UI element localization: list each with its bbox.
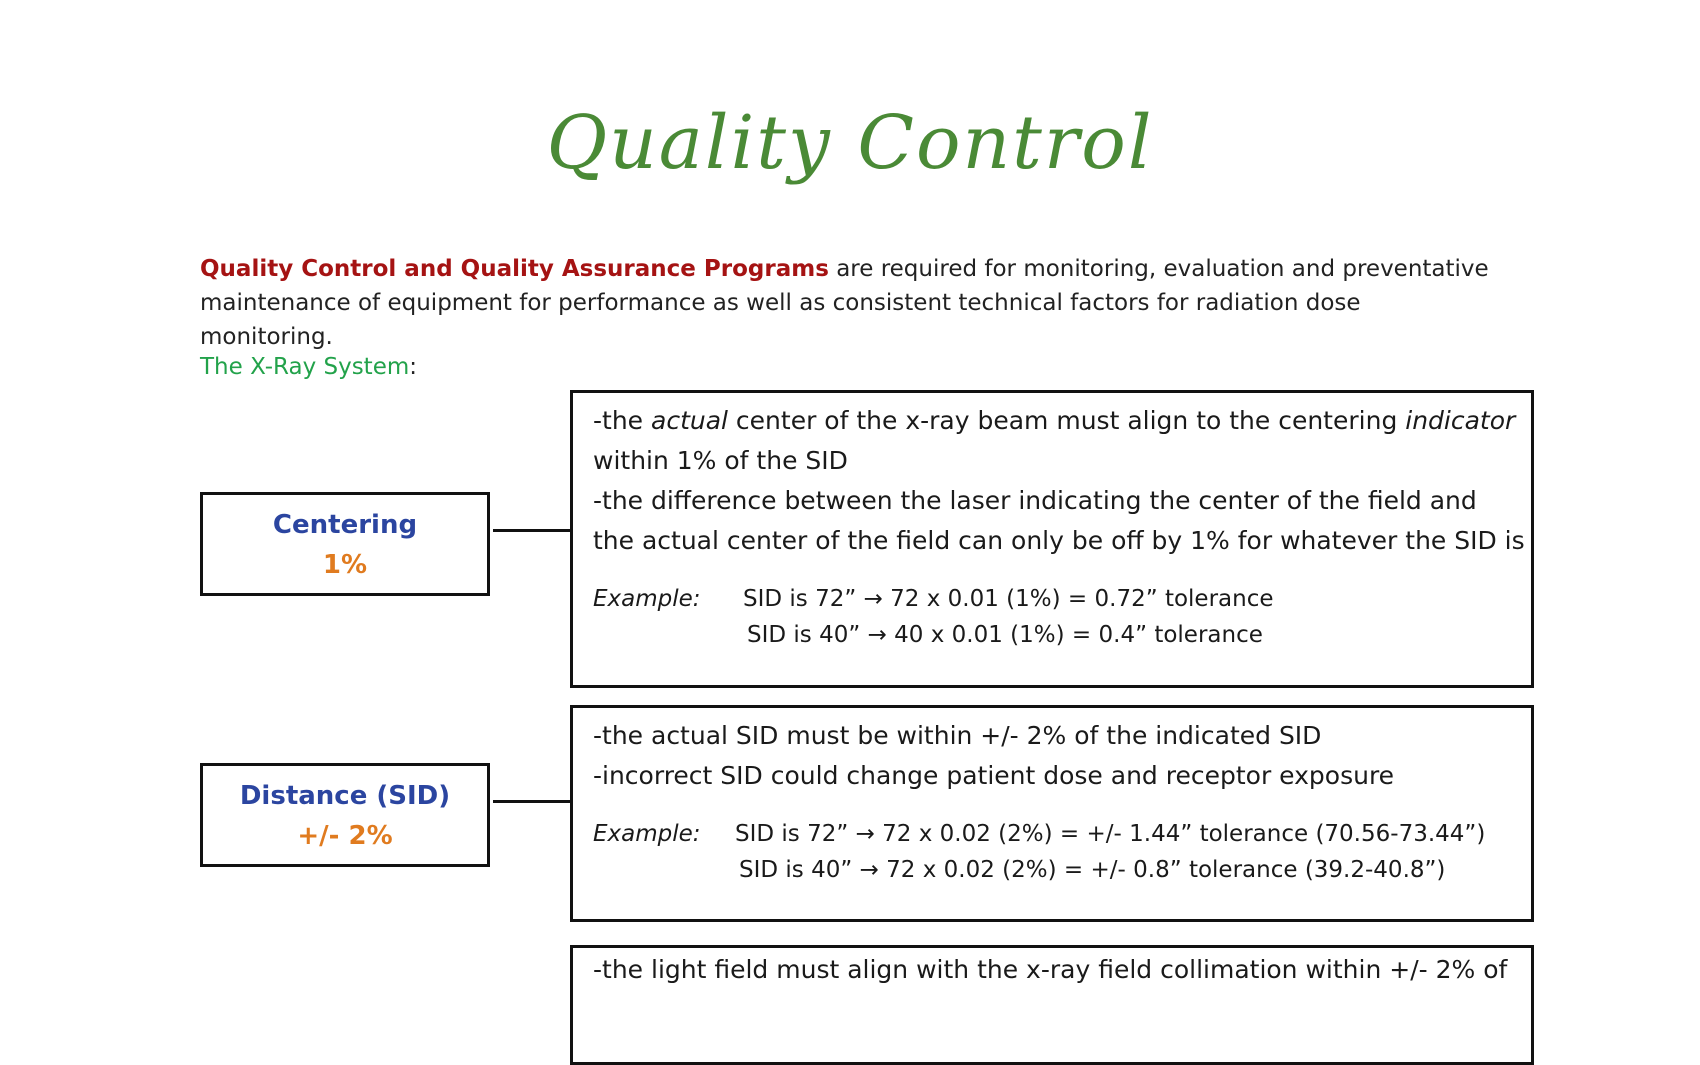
- distance-value: +/- 2%: [297, 821, 393, 851]
- centering-line-1a: -the: [593, 406, 651, 435]
- distance-connector: [493, 800, 570, 803]
- intro-paragraph: [200, 252, 1500, 354]
- intro-text-1: are required for monitoring, evaluation and preventative: [828, 256, 1489, 282]
- distance-line-1: -the actual SID must be within +/- 2% of the indicated SID: [593, 721, 1322, 750]
- section-heading: [200, 354, 417, 380]
- distance-example: [593, 816, 1511, 888]
- centering-example-1: SID is 72” → 72 x 0.01 (1%) = 0.72” tolerance: [743, 586, 1274, 612]
- distance-line-2: -incorrect SID could change patient dose and receptor exposure: [593, 761, 1395, 790]
- centering-line-1b: center of the x-ray beam must align to the centering: [727, 406, 1406, 435]
- centering-label-box: [200, 492, 490, 596]
- centering-line-1-italic-indicator: indicator: [1405, 406, 1516, 435]
- light-field-detail-box: [570, 945, 1534, 1065]
- centering-example-label: Example:: [593, 586, 701, 612]
- centering-example: [593, 581, 1511, 653]
- distance-detail-box: [570, 705, 1534, 922]
- light-field-line-1: -the light field must align with the x-ray field collimation within +/- 2% of: [593, 955, 1508, 984]
- centering-line-2: within 1% of the SID: [593, 446, 848, 475]
- distance-name: Distance (SID): [239, 781, 451, 811]
- centering-name: Centering: [272, 510, 418, 540]
- page-title: Quality Control: [546, 100, 1154, 186]
- distance-example-2: SID is 40” → 72 x 0.02 (2%) = +/- 0.8” tolerance (39.2-40.8”): [739, 857, 1446, 883]
- distance-example-label: Example:: [593, 821, 701, 847]
- section-label: The X-Ray System: [200, 354, 410, 380]
- centering-value: 1%: [322, 550, 368, 580]
- intro-highlight: Quality Control and Quality Assurance Programs: [200, 256, 829, 282]
- centering-example-2: SID is 40” → 40 x 0.01 (1%) = 0.4” tolerance: [747, 622, 1263, 648]
- centering-line-1-italic-actual: actual: [651, 406, 728, 435]
- centering-detail-box: [570, 390, 1534, 688]
- distance-example-1: SID is 72” → 72 x 0.02 (2%) = +/- 1.44” tolerance (70.56-73.44”): [735, 821, 1486, 847]
- centering-line-4: the actual center of the field can only be off by 1% for whatever the SID is: [593, 526, 1525, 555]
- centering-connector: [493, 529, 570, 532]
- intro-text-2: maintenance of equipment for performance as well as consistent technical factors for radiation dose monitoring.: [200, 290, 1361, 350]
- distance-label-box: [200, 763, 490, 867]
- centering-line-3: -the difference between the laser indicating the center of the field and: [593, 486, 1477, 515]
- section-colon: :: [409, 354, 418, 380]
- centering-line-1: [593, 401, 1516, 441]
